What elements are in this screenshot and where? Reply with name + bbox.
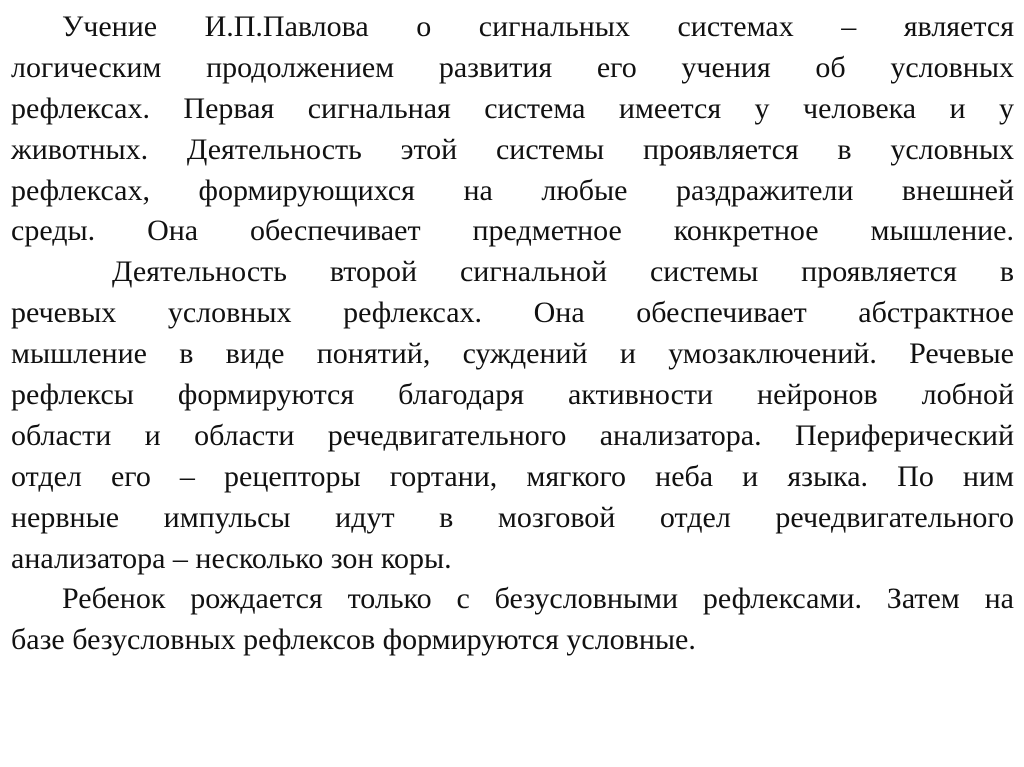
paragraph-2-line-2: речевых условных рефлексах. Она обеспечивает абстрактное — [11, 296, 1014, 330]
paragraph-1-line-3: рефлексах. Первая сигнальная система имеется у человека и у — [11, 91, 1014, 125]
paragraph-2-line-7: нервные импульсы идут в мозговой отдел речедвигательного — [11, 500, 1014, 534]
paragraph-3-line-2: базе безусловных рефлексов формируются условные. — [11, 623, 696, 657]
paragraph-2-line-4: рефлексы формируются благодаря активности нейронов лобной — [11, 378, 1014, 412]
paragraph-3-line-1: Ребенок рождается только с безусловными рефлексами. Затем на — [62, 582, 1014, 616]
paragraph-2-line-1: Деятельность второй сигнальной системы проявляется в — [112, 255, 1014, 289]
paragraph-1-line-4: животных. Деятельность этой системы проявляется в условных — [11, 132, 1014, 166]
paragraph-2-line-3: мышление в виде понятий, суждений и умозаключений. Речевые — [11, 337, 1014, 371]
paragraph-1-line-1: Учение И.П.Павлова о сигнальных системах – является — [62, 10, 1014, 43]
paragraph-2-line-6: отдел его – рецепторы гортани, мягкого неба и языка. По ним — [11, 459, 1014, 493]
document-text — [11, 7, 1014, 661]
paragraph-2-line-5: области и области речедвигательного анализатора. Периферический — [11, 418, 1014, 452]
paragraph-2-line-8: анализатора – несколько зон коры. — [11, 541, 452, 575]
paragraph-1-line-2: логическим продолжением развития его учения об условных — [11, 50, 1014, 84]
paragraph-1-line-6: среды. Она обеспечивает предметное конкретное мышление. — [11, 214, 1014, 248]
paragraph-1-line-5: рефлексах, формирующихся на любые раздражители внешней — [11, 173, 1014, 207]
